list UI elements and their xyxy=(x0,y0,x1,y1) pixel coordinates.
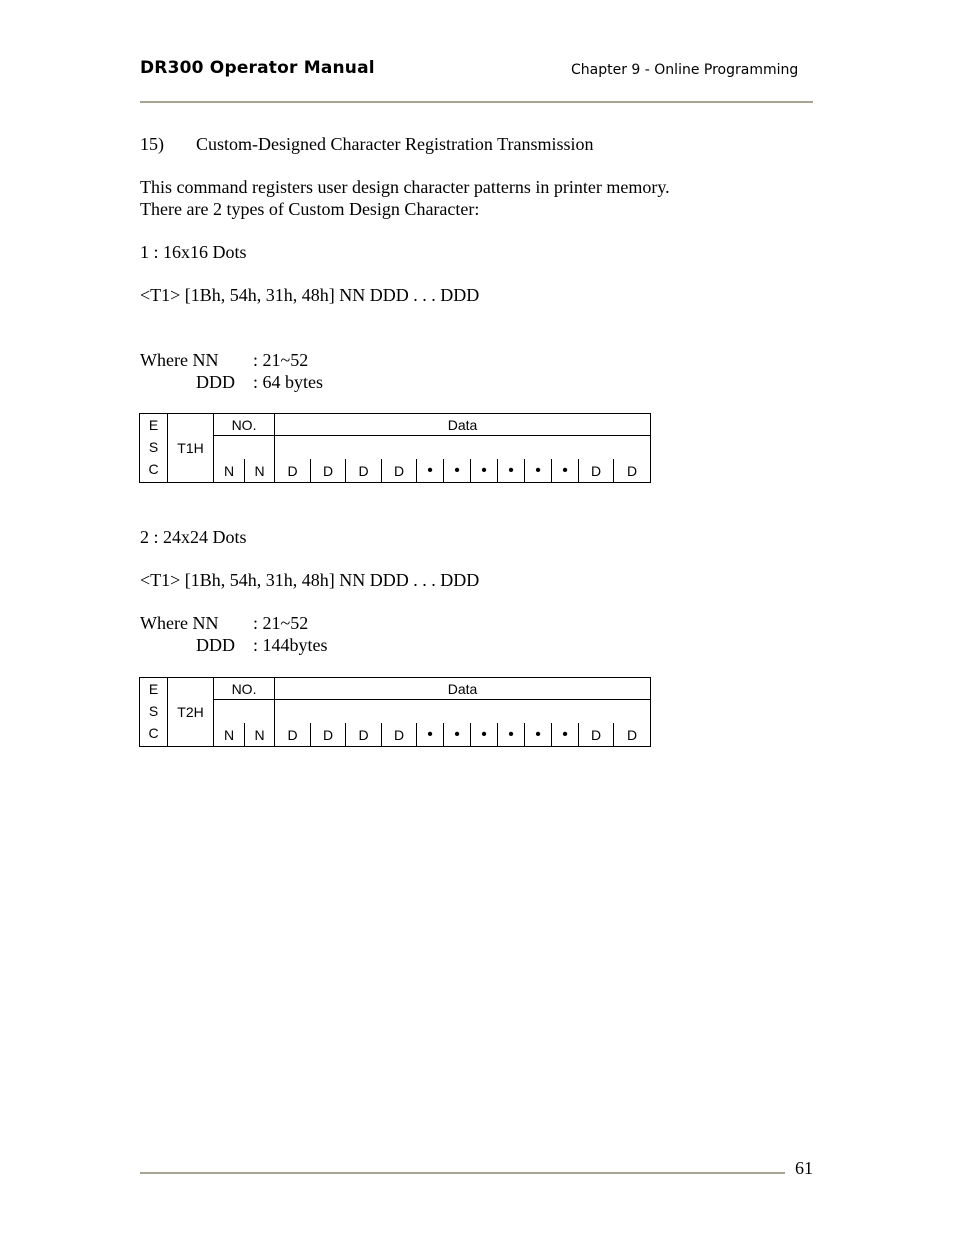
intro-line-2: There are 2 types of Custom Design Character: xyxy=(140,199,480,219)
type1-command-table xyxy=(139,413,651,483)
type1-ddd-value: : 64 bytes xyxy=(253,372,323,392)
esc-letter-c: C xyxy=(148,461,159,477)
data-cell: D xyxy=(311,459,346,483)
data-dot-cell: • xyxy=(471,459,498,483)
data-cell: D xyxy=(382,723,417,747)
data-cell: D xyxy=(275,723,311,747)
data-dot-cell: • xyxy=(525,723,552,747)
data-cell: D xyxy=(614,723,651,747)
type2-command-table xyxy=(139,677,651,747)
data-cell: D xyxy=(382,459,417,483)
type1-ddd-label: DDD xyxy=(196,372,235,392)
type2-where-label: Where NN xyxy=(140,613,219,633)
data-cell: D xyxy=(346,723,382,747)
no-cell: N xyxy=(245,459,275,483)
intro-line-1: This command registers user design character patterns in printer memory. xyxy=(140,177,670,197)
data-dot-cell: • xyxy=(444,723,471,747)
esc-cell xyxy=(140,678,168,747)
footer-divider xyxy=(140,1172,785,1174)
manual-title: DR300 Operator Manual xyxy=(140,58,375,78)
code-cell: T1H xyxy=(168,414,214,483)
data-cell: D xyxy=(579,459,614,483)
data-dot-cell: • xyxy=(525,459,552,483)
data-dot-cell: • xyxy=(444,459,471,483)
type2-ddd-label: DDD xyxy=(196,635,235,655)
no-header: NO. xyxy=(214,414,275,436)
header-divider xyxy=(140,101,813,103)
esc-letter-e: E xyxy=(148,681,159,697)
type1-nn-value: : 21~52 xyxy=(253,350,309,370)
section-title: Custom-Designed Character Registration Transmission xyxy=(196,134,594,154)
data-cell: D xyxy=(579,723,614,747)
data-cell: D xyxy=(275,459,311,483)
type2-nn-value: : 21~52 xyxy=(253,613,309,633)
type1-heading: 1 : 16x16 Dots xyxy=(140,242,247,262)
type2-command: <T1> [1Bh, 54h, 31h, 48h] NN DDD . . . DDD xyxy=(140,570,480,590)
no-cell: N xyxy=(214,459,245,483)
data-dot-cell: • xyxy=(471,723,498,747)
data-dot-cell: • xyxy=(498,723,525,747)
esc-letter-e: E xyxy=(148,417,159,433)
chapter-title: Chapter 9 - Online Programming xyxy=(571,62,799,78)
data-dot-cell: • xyxy=(498,459,525,483)
code-cell: T2H xyxy=(168,678,214,747)
data-dot-cell: • xyxy=(552,459,579,483)
type1-where-label: Where NN xyxy=(140,350,219,370)
no-cell: N xyxy=(214,723,245,747)
data-dot-cell: • xyxy=(552,723,579,747)
data-cell: D xyxy=(614,459,651,483)
data-cell: D xyxy=(346,459,382,483)
page-number: 61 xyxy=(795,1158,813,1178)
no-header: NO. xyxy=(214,678,275,700)
data-header: Data xyxy=(275,414,651,436)
data-dot-cell: • xyxy=(417,459,444,483)
esc-cell xyxy=(140,414,168,483)
data-cell: D xyxy=(311,723,346,747)
no-cell: N xyxy=(245,723,275,747)
esc-letter-c: C xyxy=(148,725,159,741)
data-header: Data xyxy=(275,678,651,700)
section-number: 15) xyxy=(140,134,164,154)
type1-command: <T1> [1Bh, 54h, 31h, 48h] NN DDD . . . DDD xyxy=(140,285,480,305)
data-dot-cell: • xyxy=(417,723,444,747)
type2-heading: 2 : 24x24 Dots xyxy=(140,527,247,547)
type2-ddd-value: : 144bytes xyxy=(253,635,328,655)
esc-letter-s: S xyxy=(148,439,159,455)
esc-letter-s: S xyxy=(148,703,159,719)
